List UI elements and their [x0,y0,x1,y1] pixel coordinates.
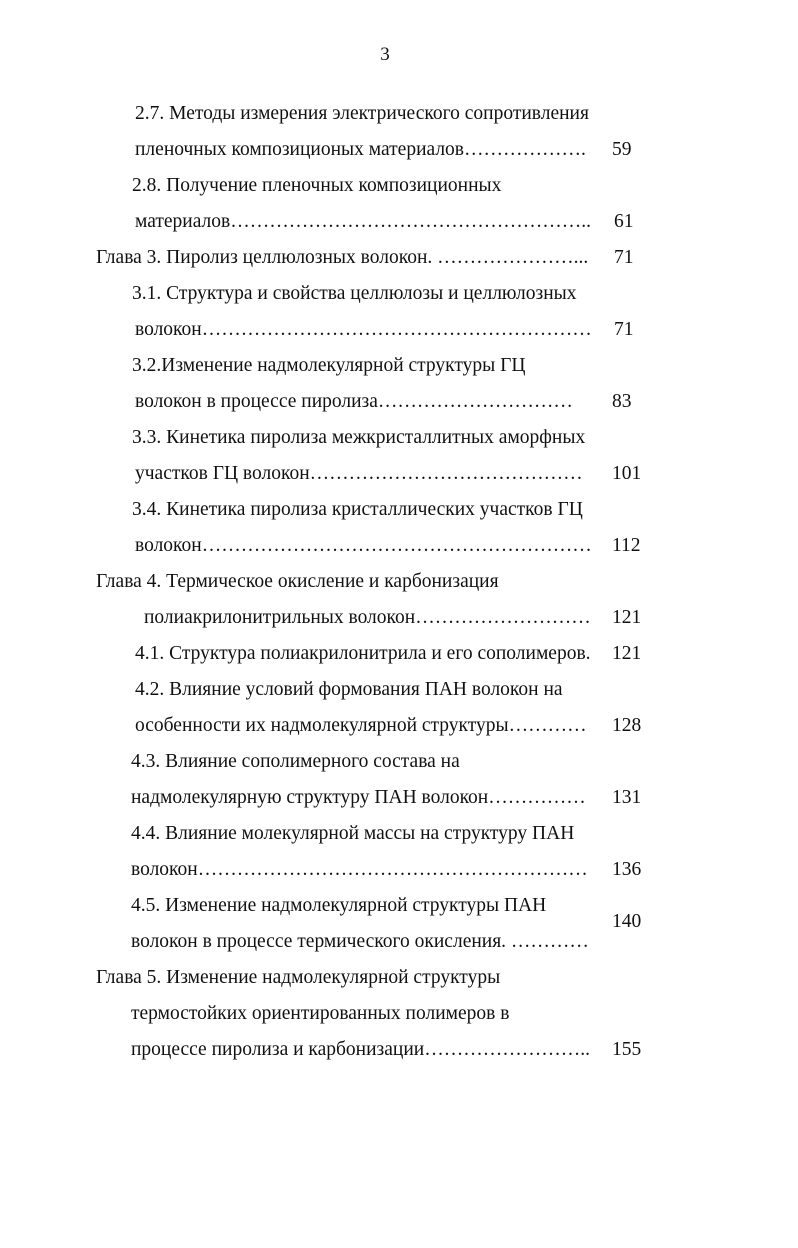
toc-page-4-3: 131 [612,787,642,808]
toc-page-4-1: 121 [612,643,642,664]
toc-page-4-4: 136 [612,859,642,880]
toc-entry-3-4-line-2: волокон…………………………………………………… [135,535,592,556]
toc-entry-2-8-line-2: материалов……………………………………………….. [135,211,591,232]
toc-entry-4-4-line-1: 4.4. Влияние молекулярной массы на структуру ПАН [131,823,575,844]
toc-entry-4-3-line-2: надмолекулярную структуру ПАН волокон…………… [131,787,586,808]
toc-entry-3-1-line-1: 3.1. Структура и свойства целлюлозы и целлюлозных [132,283,577,304]
toc-entry-4-2-line-1: 4.2. Влияние условий формования ПАН волокон на [135,679,563,700]
toc-page-3-4: 112 [612,535,641,556]
toc-page-4-2: 128 [612,715,642,736]
toc-entry-3-4-line-1: 3.4. Кинетика пиролиза кристаллических участков ГЦ [132,499,583,520]
toc-entry-4-5-line-1: 4.5. Изменение надмолекулярной структуры ПАН [131,895,547,916]
toc-page-4-5: 140 [612,911,642,932]
toc-entry-4-4-line-2: волокон…………………………………………………… [131,859,588,880]
toc-entry-2-7-line-1: 2.7. Методы измерения электрического сопротивления [135,103,589,124]
toc-chapter-4-line-1: Глава 4. Термическое окисление и карбонизация [96,571,499,592]
toc-entry-3-1-line-2: волокон…………………………………………………… [135,319,592,340]
toc-entry-2-8-line-1: 2.8. Получение пленочных композиционных [132,175,502,196]
toc-chapter-5-line-2: термостойких ориентированных полимеров в [131,1003,510,1024]
toc-page-chapter-3: 71 [614,247,634,268]
toc-entry-3-2-line-1: 3.2.Изменение надмолекулярной структуры ГЦ [132,355,526,376]
toc-page-chapter-4: 121 [612,607,642,628]
toc-entry-3-3-line-1: 3.3. Кинетика пиролиза межкристаллитных аморфных [132,427,586,448]
toc-chapter-4-line-2: полиакрилонитрильных волокон……………………… [144,607,591,628]
toc-entry-4-2-line-2: особенности их надмолекулярной структуры………… [135,715,587,736]
toc-entry-3-3-line-2: участков ГЦ волокон…………………………………… [135,463,583,484]
toc-entry-2-7-line-2: пленочных композиционых материалов………………. [135,139,586,160]
page-number: 3 [380,44,390,65]
toc-chapter-3: Глава 3. Пиролиз целлюлозных волокон. …………………... [96,247,589,268]
toc-page-chapter-5: 155 [612,1039,642,1060]
toc-page-3-2: 83 [612,391,632,412]
toc-page-2-7: 59 [612,139,632,160]
toc-chapter-5-line-1: Глава 5. Изменение надмолекулярной структуры [96,967,501,988]
toc-entry-4-3-line-1: 4.3. Влияние сополимерного состава на [131,751,460,772]
toc-page-3-1: 71 [614,319,634,340]
toc-chapter-5-line-3: процессе пиролиза и карбонизации…………………….. [131,1039,590,1060]
toc-entry-3-2-line-2: волокон в процессе пиролиза………………………… [135,391,573,412]
toc-entry-4-5-line-2: волокон в процессе термического окисления. ………… [131,931,589,952]
toc-page-3-3: 101 [612,463,642,484]
toc-page-2-8: 61 [614,211,634,232]
toc-entry-4-1: 4.1. Структура полиакрилонитрила и его сополимеров. [135,643,591,664]
